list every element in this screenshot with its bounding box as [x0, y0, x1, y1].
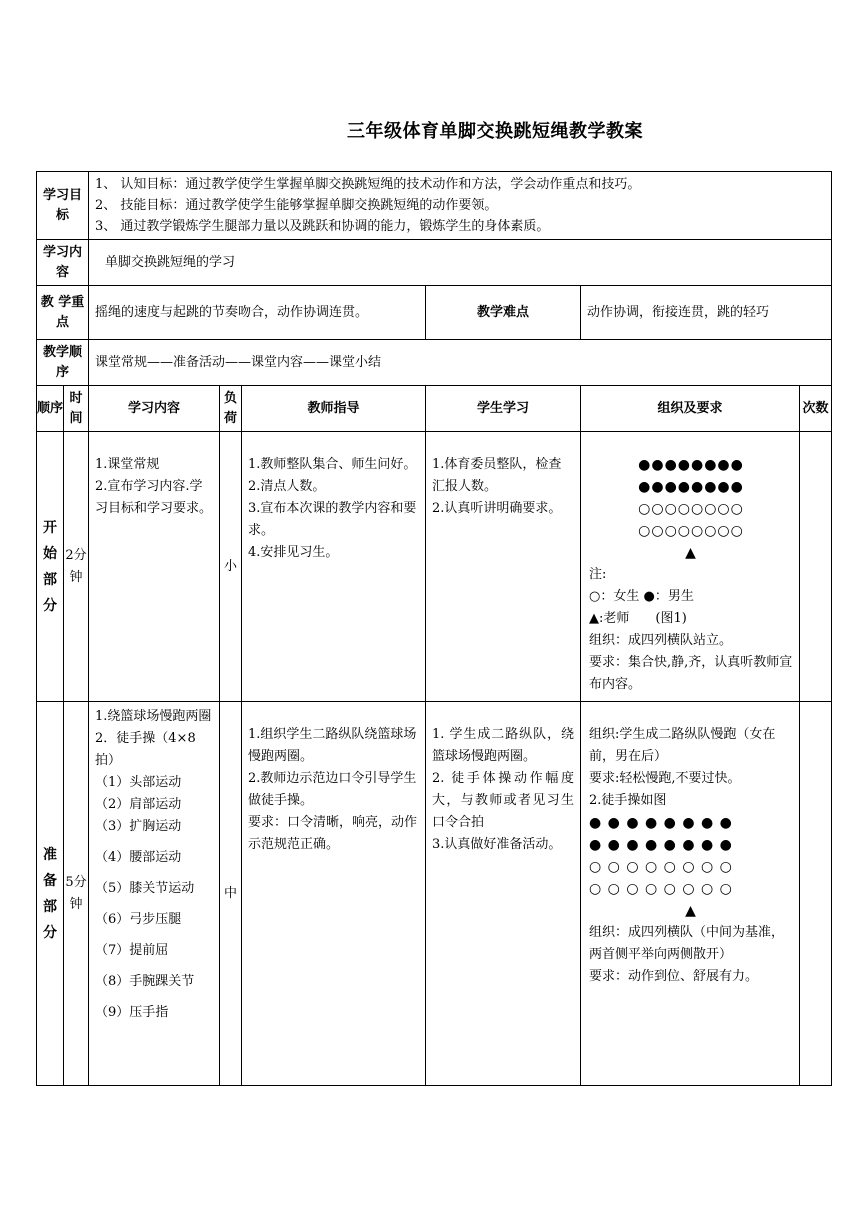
- section-name: 开始部分: [37, 432, 64, 702]
- lesson-plan-table: [36, 171, 832, 1086]
- header-student: 学生学习: [426, 386, 581, 432]
- section-load: 中: [220, 702, 242, 1086]
- section-teacher: [242, 702, 426, 1086]
- section-organization: [581, 432, 800, 702]
- content-line: （5）膝关节运动: [95, 881, 195, 896]
- note-line: 注:: [589, 567, 607, 582]
- teacher-line: 4.安排见习生。: [248, 545, 339, 560]
- formation-diagram: [589, 454, 793, 564]
- section-time: 2分钟: [64, 432, 89, 702]
- formation-row: ○ ○ ○ ○ ○ ○ ○ ○: [589, 881, 732, 897]
- header-organization: 组织及要求: [581, 386, 800, 432]
- teacher-line: 要求：口令清晰，响亮，动作示范规范正确。: [248, 815, 418, 852]
- content-line: （7）提前屈: [95, 943, 169, 958]
- note-line: 组织：成四列横队站立。: [589, 633, 733, 648]
- student-line: 1.体育委员整队，检查汇报人数。: [432, 457, 562, 494]
- formation-row: ○ ○ ○ ○ ○ ○ ○ ○: [589, 859, 732, 875]
- teacher-line: 1.组织学生二路纵队绕篮球场慢跑两圈。: [248, 727, 417, 764]
- content-line: （2）肩部运动: [95, 797, 182, 812]
- note-line: 组织：成四列横队（中间为基准，两首侧平举向两侧散开）: [589, 925, 785, 962]
- section-teacher: [242, 432, 426, 702]
- objective-item: 2、 技能目标：通过教学使学生能够掌握单脚交换跳短绳的动作要领。: [95, 198, 498, 213]
- objective-item: 3、 通过教学锻炼学生腿部力量以及跳跃和协调的能力，锻炼学生的身体素质。: [95, 219, 550, 234]
- formation-diagram: [589, 812, 793, 922]
- header-order: 顺序: [37, 386, 64, 432]
- student-line: 2. 徒手体操动作幅度大，与教师或者见习生口令合拍: [432, 771, 575, 830]
- content-line: 1.课堂常规: [95, 457, 160, 472]
- key-points-text: 摇绳的速度与起跳的节奏吻合，动作协调连贯。: [89, 286, 426, 340]
- note-line: 要求：集合快,静,齐，认真听教师宣布内容。: [589, 655, 793, 692]
- content-line: （9）压手指: [95, 1005, 169, 1020]
- note-line: ▲:老师 (图1): [589, 611, 687, 626]
- section-load: 小: [220, 432, 242, 702]
- teacher-line: 2.教师边示范边口令引导学生做徒手操。: [248, 771, 417, 808]
- formation-row: ●●●●●●●●: [638, 479, 744, 495]
- sequence-text: 课堂常规——准备活动——课堂内容——课堂小结: [89, 340, 832, 386]
- note-line: ○：女生 ●：男生: [589, 589, 694, 604]
- section-name: 准备部分: [37, 702, 64, 1086]
- header-teacher: 教师指导: [242, 386, 426, 432]
- objective-item: 1、 认知目标：通过教学使学生掌握单脚交换跳短绳的技术动作和方法，学会动作重点和技巧。: [95, 177, 641, 192]
- content-line: 1.绕篮球场慢跑两圈: [95, 709, 212, 724]
- content-line: 2．徒手操（4×8拍）: [95, 731, 196, 768]
- content-line: （3）扩胸运动: [95, 819, 182, 834]
- content-text: 单脚交换跳短绳的学习: [89, 240, 832, 286]
- formation-row: ● ● ● ● ● ● ● ●: [589, 837, 732, 853]
- teacher-line: 1.教师整队集合、师生问好。: [248, 457, 417, 472]
- section-time: 5分钟: [64, 702, 89, 1086]
- note-line: 要求:轻松慢跑,不要过快。: [589, 771, 741, 786]
- teacher-marker: ▲: [685, 903, 697, 919]
- header-count: 次数: [800, 386, 832, 432]
- student-line: 1. 学生成二路纵队，绕篮球场慢跑两圈。: [432, 727, 575, 764]
- section-organization: [581, 702, 800, 1086]
- header-time: 时间: [64, 386, 89, 432]
- formation-row: ○○○○○○○○: [638, 523, 744, 539]
- section-content: [89, 702, 220, 1086]
- note-line: 要求：动作到位、舒展有力。: [589, 969, 759, 984]
- section-row-start: [37, 432, 832, 702]
- section-row-prep: [37, 702, 832, 1086]
- content-line: （6）弓步压腿: [95, 912, 182, 927]
- note-line: 2.徒手操如图: [589, 793, 667, 808]
- section-student: [426, 432, 581, 702]
- difficulties-label: 教学难点: [426, 286, 581, 340]
- objectives-cell: [89, 172, 832, 240]
- formation-row: ● ● ● ● ● ● ● ●: [589, 815, 732, 831]
- student-line: 2.认真听讲明确要求。: [432, 501, 562, 516]
- header-load: 负荷: [220, 386, 242, 432]
- student-line: 3.认真做好准备活动。: [432, 837, 562, 852]
- note-line: 组织:学生成二路纵队慢跑（女在前，男在后）: [589, 727, 776, 764]
- page-title: 三年级体育单脚交换跳短绳教学教案: [347, 121, 643, 142]
- objectives-label: 学习目标: [37, 172, 89, 240]
- sequence-label: 教学顺序: [37, 340, 89, 386]
- content-line: （4）腰部运动: [95, 850, 182, 865]
- formation-row: ○○○○○○○○: [638, 501, 744, 517]
- section-count: [800, 702, 832, 1086]
- teacher-line: 2.清点人数。: [248, 479, 326, 494]
- key-points-label: 教 学重点: [37, 286, 89, 340]
- content-line: （1）头部运动: [95, 775, 182, 790]
- content-line: （8）手腕踝关节: [95, 974, 195, 989]
- content-label: 学习内容: [37, 240, 89, 286]
- difficulties-text: 动作协调，衔接连贯，跳的轻巧: [581, 286, 832, 340]
- teacher-marker: ▲: [685, 545, 697, 561]
- section-student: [426, 702, 581, 1086]
- teacher-line: 3.宣布本次课的教学内容和要求。: [248, 501, 417, 538]
- section-content: [89, 432, 220, 702]
- content-line: 2.宣布学习内容.学习目标和学习要求。: [95, 479, 213, 516]
- header-content: 学习内容: [89, 386, 220, 432]
- section-count: [800, 432, 832, 702]
- formation-row: ●●●●●●●●: [638, 457, 744, 473]
